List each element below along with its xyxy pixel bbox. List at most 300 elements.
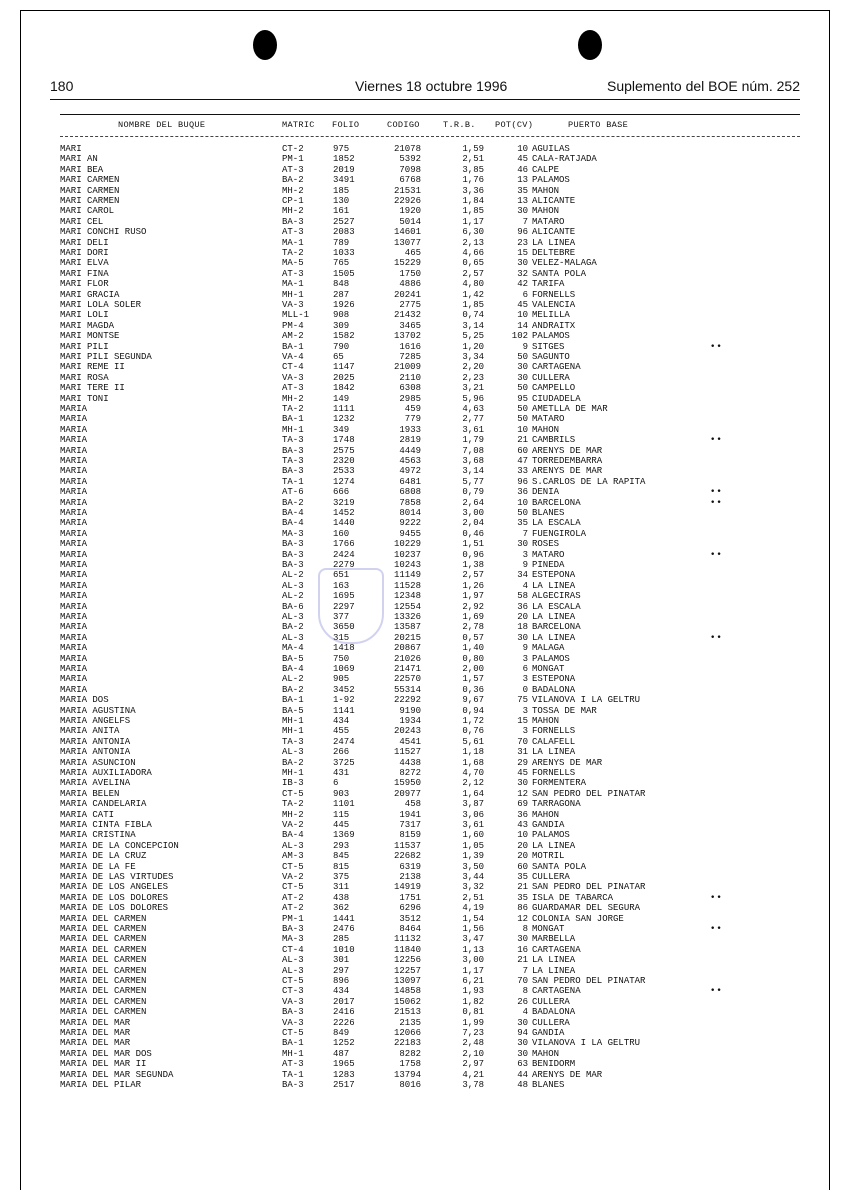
matricula: CT-5 <box>282 976 304 986</box>
folio: 65 <box>333 352 344 362</box>
folio: 434 <box>333 986 350 997</box>
col-pot: POT(CV) <box>495 120 534 130</box>
trb: 1,17 <box>462 216 484 227</box>
vessel-name: MARI TERE II <box>60 383 125 394</box>
puerto-base: TOSSA DE MAR <box>532 705 597 716</box>
vessel-name: MARI LOLI <box>60 310 109 321</box>
matricula: TA-3 <box>282 456 304 466</box>
codigo: 21026 <box>393 653 421 664</box>
puerto-base: MATARO <box>532 549 565 560</box>
trb: 3,47 <box>462 934 484 945</box>
matricula: BA-3 <box>282 445 304 456</box>
matricula: AT-2 <box>282 903 304 914</box>
vessel-name: MARIA <box>60 664 88 674</box>
folio: 2575 <box>333 445 355 456</box>
puerto-base: CARTAGENA <box>532 362 581 373</box>
table-row <box>0 747 847 757</box>
header-rule <box>50 99 800 100</box>
codigo: 8159 <box>399 830 421 841</box>
codigo: 4886 <box>399 279 421 290</box>
trb: 3,87 <box>462 799 484 810</box>
matricula: AL-3 <box>282 965 304 976</box>
matricula: AL-2 <box>282 570 304 581</box>
folio: 1232 <box>333 414 355 425</box>
table-row <box>0 1059 847 1069</box>
codigo: 8014 <box>399 508 421 518</box>
puerto-base: ALICANTE <box>532 227 576 238</box>
potencia: 35 <box>517 185 528 196</box>
puerto-base: ROSES <box>532 539 560 550</box>
codigo: 2819 <box>399 435 421 446</box>
table-row <box>0 550 847 560</box>
puerto-base: CARTAGENA <box>532 944 581 955</box>
vessel-name: MARI CARMEN <box>60 196 120 206</box>
matricula: BA-5 <box>282 653 304 664</box>
table-row <box>0 862 847 872</box>
folio: 666 <box>333 487 350 498</box>
table-row <box>0 1038 847 1048</box>
folio: 2297 <box>333 601 355 612</box>
codigo: 11132 <box>393 934 421 945</box>
potencia: 7 <box>522 965 528 976</box>
codigo: 2775 <box>399 300 421 310</box>
vessel-name: MARI FINA <box>60 268 109 279</box>
trb: 0,74 <box>462 310 484 321</box>
table-row <box>0 404 847 414</box>
potencia: 44 <box>517 1069 528 1080</box>
vessel-name: MARI BEA <box>60 164 104 175</box>
matricula: MA-1 <box>282 237 304 248</box>
codigo: 8282 <box>399 1048 421 1059</box>
folio: 1069 <box>333 664 355 674</box>
trb: 3,00 <box>462 508 484 518</box>
codigo: 1933 <box>399 424 421 435</box>
folio: 2416 <box>333 1007 355 1018</box>
vessel-name: MARIA DEL CARMEN <box>60 944 147 955</box>
potencia: 12 <box>517 788 528 799</box>
vessel-name: MARIA <box>60 549 88 560</box>
vessel-name: MARIA <box>60 445 88 456</box>
trb: 0,96 <box>462 549 484 560</box>
folio: 161 <box>333 206 350 217</box>
folio: 1852 <box>333 154 355 165</box>
puerto-base: ANDRAITX <box>532 320 576 331</box>
table-row <box>0 986 847 996</box>
potencia: 94 <box>517 1028 528 1038</box>
codigo: 9222 <box>399 518 421 529</box>
trb: 3,06 <box>462 809 484 820</box>
matricula: AL-3 <box>282 612 304 622</box>
trb: 3,78 <box>462 1080 484 1090</box>
matricula: CT-4 <box>282 362 304 373</box>
trb: 1,20 <box>462 341 484 352</box>
matricula: BA-1 <box>282 695 304 706</box>
puerto-base: MONGAT <box>532 664 565 674</box>
trb: 1,68 <box>462 757 484 768</box>
matricula: MH-1 <box>282 289 304 300</box>
trb: 2,77 <box>462 414 484 425</box>
matricula: MA-5 <box>282 258 304 269</box>
potencia: 42 <box>517 279 528 290</box>
codigo: 6481 <box>399 476 421 487</box>
matricula: MH-2 <box>282 185 304 196</box>
puerto-base: LA LINEA <box>532 237 576 248</box>
folio: 6 <box>333 778 339 789</box>
matricula: MH-2 <box>282 393 304 404</box>
vessel-name: MARIA DE LOS DOLORES <box>60 892 169 903</box>
puerto-base: BADALONA <box>532 1007 576 1018</box>
folio: 130 <box>333 196 350 206</box>
matricula: TA-2 <box>282 248 304 258</box>
trb: 4,80 <box>462 279 484 290</box>
row-mark: •• <box>710 892 723 903</box>
puerto-base: MAHON <box>532 716 560 726</box>
folio: 375 <box>333 872 350 882</box>
table-row <box>0 310 847 320</box>
folio: 908 <box>333 310 350 321</box>
codigo: 6319 <box>399 861 421 872</box>
folio: 903 <box>333 788 350 799</box>
folio: 2527 <box>333 216 355 227</box>
puerto-base: SITGES <box>532 341 565 352</box>
folio: 905 <box>333 674 350 685</box>
trb: 4,66 <box>462 248 484 258</box>
table-row <box>0 851 847 861</box>
table-row <box>0 435 847 445</box>
puerto-base: DELTEBRE <box>532 248 576 258</box>
vessel-name: MARIA <box>60 580 88 591</box>
codigo: 4541 <box>399 736 421 747</box>
trb: 2,51 <box>462 154 484 165</box>
trb: 1,60 <box>462 830 484 841</box>
vessel-name: MARIA <box>60 414 88 425</box>
matricula: BA-4 <box>282 664 304 674</box>
row-mark: •• <box>710 435 723 446</box>
potencia: 3 <box>522 705 528 716</box>
codigo: 12554 <box>393 601 421 612</box>
table-row <box>0 498 847 508</box>
matricula: BA-4 <box>282 830 304 841</box>
codigo: 14601 <box>393 227 421 238</box>
puerto-base: ARENYS DE MAR <box>532 1069 603 1080</box>
puerto-base: TARRAGONA <box>532 799 581 810</box>
trb: 3,36 <box>462 185 484 196</box>
codigo: 465 <box>404 248 421 258</box>
potencia: 50 <box>517 352 528 362</box>
codigo: 22183 <box>393 1038 421 1049</box>
puerto-base: LA LINEA <box>532 840 576 851</box>
table-row <box>0 934 847 944</box>
folio: 848 <box>333 279 350 290</box>
matricula: AT-3 <box>282 1059 304 1070</box>
folio: 2083 <box>333 227 355 238</box>
col-name: NOMBRE DEL BUQUE <box>118 120 206 130</box>
table-row <box>0 269 847 279</box>
table-row <box>0 383 847 393</box>
folio: 1-92 <box>333 695 355 706</box>
puerto-base: BADALONA <box>532 684 576 695</box>
folio: 362 <box>333 903 350 914</box>
folio: 1418 <box>333 643 355 654</box>
table-row <box>0 321 847 331</box>
matricula: VA-3 <box>282 300 304 310</box>
puerto-base: FORMENTERA <box>532 778 587 789</box>
potencia: 3 <box>522 726 528 737</box>
folio: 2517 <box>333 1080 355 1090</box>
matricula: AT-3 <box>282 164 304 175</box>
codigo: 21078 <box>393 144 421 154</box>
codigo: 2985 <box>399 393 421 404</box>
vessel-name: MARIA <box>60 466 88 477</box>
vessel-name: MARIA DEL CARMEN <box>60 934 147 945</box>
codigo: 12066 <box>393 1028 421 1038</box>
matricula: CT-5 <box>282 788 304 799</box>
trb: 5,25 <box>462 331 484 342</box>
folio: 115 <box>333 809 350 820</box>
folio: 285 <box>333 934 350 945</box>
puerto-base: CALA-RATJADA <box>532 154 597 165</box>
potencia: 35 <box>517 892 528 903</box>
codigo: 9190 <box>399 705 421 716</box>
watermark-seal <box>318 568 384 644</box>
matricula: MA-4 <box>282 643 304 654</box>
vessel-name: MARIA <box>60 456 88 466</box>
matricula: CT-5 <box>282 882 304 893</box>
potencia: 3 <box>522 674 528 685</box>
folio: 1101 <box>333 799 355 810</box>
vessel-name: MARI ROSA <box>60 372 109 383</box>
folio: 311 <box>333 882 350 893</box>
potencia: 33 <box>517 466 528 477</box>
trb: 3,85 <box>462 164 484 175</box>
punch-hole-right <box>578 30 602 60</box>
vessel-name: MARIA <box>60 435 88 446</box>
trb: 6,21 <box>462 976 484 986</box>
codigo: 21513 <box>393 1007 421 1018</box>
codigo: 22292 <box>393 695 421 706</box>
puerto-base: MARBELLA <box>532 934 576 945</box>
potencia: 10 <box>517 497 528 508</box>
matricula: MH-2 <box>282 809 304 820</box>
puerto-base: DENIA <box>532 487 560 498</box>
potencia: 23 <box>517 237 528 248</box>
vessel-name: MARIA DOS <box>60 695 109 706</box>
folio: 896 <box>333 976 350 986</box>
folio: 2025 <box>333 372 355 383</box>
matricula: MA-1 <box>282 279 304 290</box>
folio: 1926 <box>333 300 355 310</box>
codigo: 55314 <box>393 684 421 695</box>
folio: 163 <box>333 580 350 591</box>
puerto-base: FORNELLS <box>532 726 576 737</box>
vessel-name: MARI REME II <box>60 362 125 373</box>
potencia: 45 <box>517 768 528 778</box>
table-row <box>0 581 847 591</box>
folio: 455 <box>333 726 350 737</box>
folio: 2476 <box>333 924 355 934</box>
potencia: 43 <box>517 820 528 830</box>
trb: 2,92 <box>462 601 484 612</box>
vessel-name: MARI GRACIA <box>60 289 120 300</box>
folio: 1283 <box>333 1069 355 1080</box>
trb: 2,23 <box>462 372 484 383</box>
codigo: 11149 <box>393 570 421 581</box>
folio: 301 <box>333 955 350 966</box>
vessel-name: MARIA DEL MAR <box>60 1038 131 1049</box>
folio: 349 <box>333 424 350 435</box>
puerto-base: CALAFELL <box>532 736 576 747</box>
codigo: 11537 <box>393 840 421 851</box>
trb: 9,67 <box>462 695 484 706</box>
potencia: 8 <box>522 986 528 997</box>
codigo: 14919 <box>393 882 421 893</box>
matricula: BA-3 <box>282 216 304 227</box>
puerto-base: FUENGIROLA <box>532 528 587 539</box>
puerto-base: CULLERA <box>532 1017 570 1028</box>
puerto-base: MATARO <box>532 216 565 227</box>
matricula: PM-1 <box>282 913 304 924</box>
potencia: 15 <box>517 248 528 258</box>
vessel-name: MARIA <box>60 497 88 508</box>
table-row <box>0 955 847 965</box>
table-row <box>0 778 847 788</box>
row-mark: •• <box>710 549 723 560</box>
folio: 266 <box>333 747 350 758</box>
row-mark: •• <box>710 632 723 643</box>
folio: 487 <box>333 1048 350 1059</box>
puerto-base: LA LINEA <box>532 955 576 966</box>
folio: 315 <box>333 632 350 643</box>
codigo: 10237 <box>393 549 421 560</box>
matricula: IB-3 <box>282 778 304 789</box>
potencia: 69 <box>517 799 528 810</box>
potencia: 15 <box>517 716 528 726</box>
col-folio: FOLIO <box>332 120 360 130</box>
puerto-base: SAGUNTO <box>532 352 570 362</box>
matricula: BA-2 <box>282 757 304 768</box>
table-row <box>0 154 847 164</box>
vessel-name: MARI PILI <box>60 341 109 352</box>
trb: 3,50 <box>462 861 484 872</box>
vessel-name: MARI CONCHI RUSO <box>60 227 147 238</box>
trb: 2,48 <box>462 1038 484 1049</box>
trb: 3,21 <box>462 383 484 394</box>
puerto-base: SAN PEDRO DEL PINATAR <box>532 976 646 986</box>
potencia: 46 <box>517 164 528 175</box>
potencia: 6 <box>522 289 528 300</box>
vessel-name: MARIA <box>60 643 88 654</box>
table-row <box>0 758 847 768</box>
puerto-base: LA LINEA <box>532 965 576 976</box>
supplement-title: Suplemento del BOE núm. 252 <box>606 78 800 94</box>
folio: 3725 <box>333 757 355 768</box>
table-row <box>0 737 847 747</box>
trb: 2,00 <box>462 664 484 674</box>
potencia: 14 <box>517 320 528 331</box>
puerto-base: BLANES <box>532 1080 565 1090</box>
table-row <box>0 612 847 622</box>
vessel-name: MARIA <box>60 684 88 695</box>
folio: 377 <box>333 612 350 622</box>
codigo: 2135 <box>399 1017 421 1028</box>
folio: 849 <box>333 1028 350 1038</box>
puerto-base: BARCELONA <box>532 497 581 508</box>
folio: 3491 <box>333 175 355 186</box>
vessel-name: MARIA <box>60 570 88 581</box>
trb: 7,08 <box>462 445 484 456</box>
matricula: BA-3 <box>282 549 304 560</box>
vessel-name: MARI DORI <box>60 248 109 258</box>
trb: 5,61 <box>462 736 484 747</box>
vessel-name: MARIA <box>60 404 88 414</box>
trb: 1,97 <box>462 591 484 602</box>
codigo: 20977 <box>393 788 421 799</box>
trb: 5,77 <box>462 476 484 487</box>
codigo: 15950 <box>393 778 421 789</box>
puerto-base: MAHON <box>532 809 560 820</box>
trb: 2,12 <box>462 778 484 789</box>
codigo: 10229 <box>393 539 421 550</box>
matricula: MA-3 <box>282 528 304 539</box>
vessel-name: MARIA ANGELFS <box>60 716 131 726</box>
page-border-top <box>20 10 830 11</box>
puerto-base: ARENYS DE MAR <box>532 757 603 768</box>
table-row <box>0 279 847 289</box>
puerto-base: SANTA POLA <box>532 268 587 279</box>
trb: 1,42 <box>462 289 484 300</box>
vessel-name: MARIA <box>60 612 88 622</box>
matricula: BA-1 <box>282 341 304 352</box>
table-row <box>0 976 847 986</box>
table-row <box>0 768 847 778</box>
folio: 1440 <box>333 518 355 529</box>
folio: 160 <box>333 528 350 539</box>
puerto-base: AGUILAS <box>532 144 570 154</box>
folio: 1147 <box>333 362 355 373</box>
potencia: 48 <box>517 1080 528 1090</box>
matricula: AT-2 <box>282 892 304 903</box>
potencia: 8 <box>522 924 528 934</box>
vessel-name: MARIA DEL MAR SEGUNDA <box>60 1069 174 1080</box>
vessel-name: MARIA DE LAS VIRTUDES <box>60 872 174 882</box>
vessel-name: MARIA CANDELARIA <box>60 799 147 810</box>
vessel-name: MARIA DEL PILAR <box>60 1080 142 1090</box>
puerto-base: VILANOVA I LA GELTRU <box>532 1038 641 1049</box>
codigo: 6808 <box>399 487 421 498</box>
vessel-name: MARIA ANTONIA <box>60 747 131 758</box>
vessel-name: MARIA ANTONIA <box>60 736 131 747</box>
matricula: AT-3 <box>282 268 304 279</box>
col-trb: T.R.B. <box>443 120 476 130</box>
codigo: 11840 <box>393 944 421 955</box>
trb: 2,51 <box>462 892 484 903</box>
codigo: 7285 <box>399 352 421 362</box>
vessel-name: MARIA <box>60 476 88 487</box>
folio: 975 <box>333 144 350 154</box>
matricula: CT-4 <box>282 944 304 955</box>
codigo: 14858 <box>393 986 421 997</box>
vessel-name: MARI MONTSE <box>60 331 120 342</box>
codigo: 13077 <box>393 237 421 248</box>
potencia: 32 <box>517 268 528 279</box>
codigo: 20243 <box>393 726 421 737</box>
vessel-name: MARI MAGDA <box>60 320 115 331</box>
codigo: 4972 <box>399 466 421 477</box>
potencia: 16 <box>517 944 528 955</box>
trb: 4,19 <box>462 903 484 914</box>
codigo: 11527 <box>393 747 421 758</box>
table-row <box>0 362 847 372</box>
